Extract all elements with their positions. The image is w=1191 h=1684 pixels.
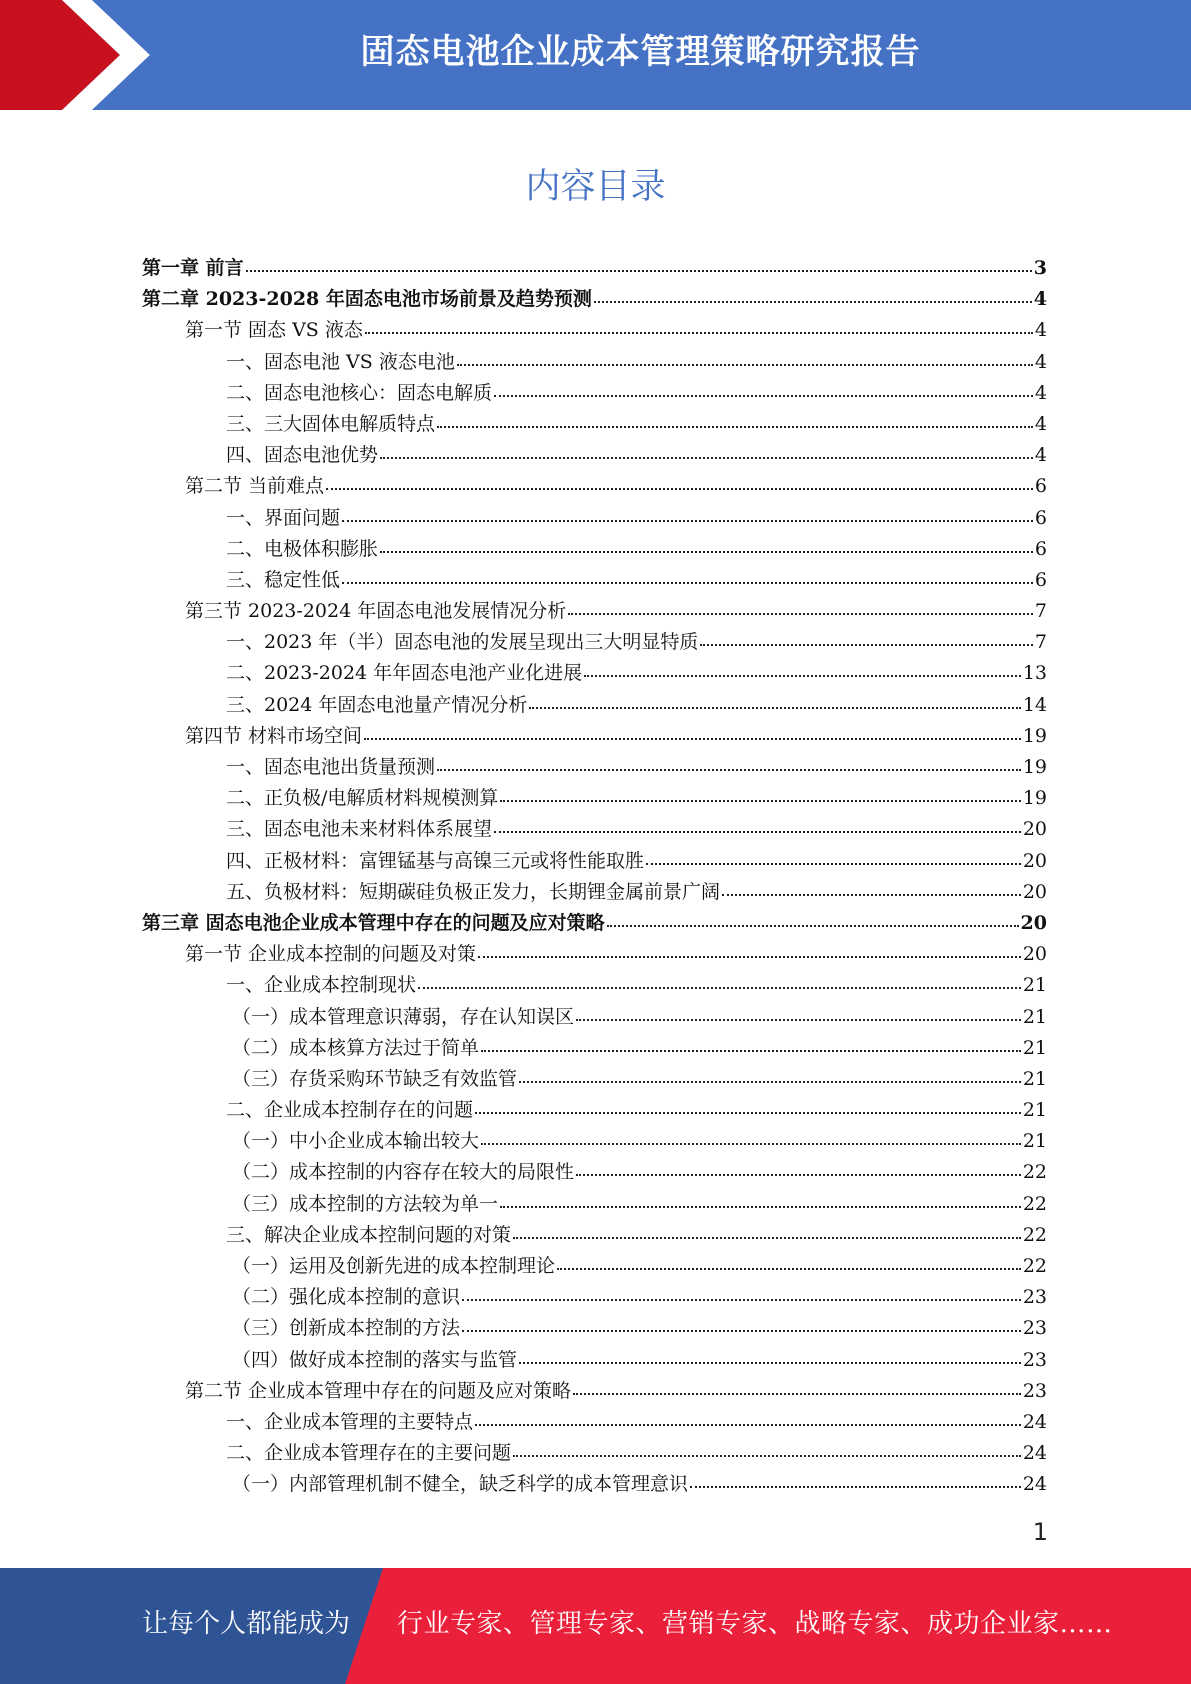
toc-entry-title: 第一节 企业成本控制的问题及对策 xyxy=(185,943,477,966)
toc-entry[interactable] xyxy=(142,1376,1047,1407)
toc-entry-title: 三、2024 年固态电池量产情况分析 xyxy=(226,693,528,716)
toc-entry-page: 20 xyxy=(1020,911,1047,934)
toc-entry-page: 24 xyxy=(1022,1410,1047,1433)
toc-entry[interactable] xyxy=(142,1095,1047,1126)
toc-entry-page: 21 xyxy=(1022,1036,1047,1059)
toc-dot-leader xyxy=(475,1423,1021,1426)
toc-entry-page: 6 xyxy=(1034,506,1047,529)
toc-entry-page: 6 xyxy=(1034,475,1047,498)
toc-entry-page: 6 xyxy=(1034,537,1047,560)
footer-slogan-left: 让每个人都能成为 xyxy=(142,1609,351,1639)
toc-entry-title: （三）成本控制的方法较为单一 xyxy=(232,1192,499,1215)
toc-entry[interactable] xyxy=(142,534,1047,565)
toc-entry-page: 21 xyxy=(1022,1099,1047,1122)
toc-entry[interactable] xyxy=(142,1126,1047,1157)
toc-entry[interactable] xyxy=(142,1251,1047,1282)
toc-entry-title: 一、固态电池出货量预测 xyxy=(226,756,436,778)
toc-dot-leader xyxy=(481,1049,1021,1052)
toc-entry-page: 7 xyxy=(1034,631,1047,654)
toc-dot-leader xyxy=(418,986,1021,989)
toc-entry-title: 三、稳定性低 xyxy=(226,568,341,591)
toc-dot-leader xyxy=(513,1236,1021,1239)
report-title: 固态电池企业成本管理策略研究报告 xyxy=(360,32,921,72)
toc-entry-page: 20 xyxy=(1022,849,1047,872)
toc-dot-leader xyxy=(576,1173,1021,1176)
table-of-contents xyxy=(142,253,1047,1501)
toc-entry[interactable] xyxy=(142,1313,1047,1344)
toc-entry[interactable] xyxy=(142,1282,1047,1313)
toc-entry[interactable] xyxy=(142,721,1047,752)
toc-entry-title: （一）内部管理机制不健全，缺乏科学的成本管理意识 xyxy=(232,1473,689,1496)
toc-entry[interactable] xyxy=(142,658,1047,689)
toc-entry[interactable] xyxy=(142,1407,1047,1438)
toc-entry[interactable] xyxy=(142,378,1047,409)
toc-entry[interactable] xyxy=(142,503,1047,534)
toc-dot-leader xyxy=(365,331,1033,334)
toc-entry-title: （一）中小企业成本输出较大 xyxy=(232,1130,480,1153)
toc-entry-page: 23 xyxy=(1022,1286,1047,1309)
toc-entry-page: 22 xyxy=(1022,1255,1047,1277)
toc-dot-leader xyxy=(462,1298,1021,1301)
toc-entry[interactable] xyxy=(142,877,1047,908)
toc-entry-title: 第一章 前言 xyxy=(142,257,244,279)
toc-dot-leader xyxy=(594,300,1032,303)
toc-entry-title: 二、电极体积膨胀 xyxy=(226,537,379,560)
toc-dot-leader xyxy=(529,706,1020,709)
toc-entry-page: 3 xyxy=(1033,257,1047,279)
toc-entry-page: 4 xyxy=(1033,288,1047,311)
toc-entry-page: 19 xyxy=(1022,756,1047,778)
toc-entry-title: （三）存货采购环节缺乏有效监管 xyxy=(232,1067,518,1090)
toc-entry[interactable] xyxy=(142,783,1047,814)
toc-entry-page: 22 xyxy=(1022,1192,1047,1215)
toc-entry[interactable] xyxy=(142,1438,1047,1469)
toc-entry-page: 4 xyxy=(1034,319,1047,342)
toc-entry[interactable] xyxy=(142,565,1047,596)
toc-entry-title: （二）成本控制的内容存在较大的局限性 xyxy=(232,1161,575,1184)
toc-entry-page: 19 xyxy=(1022,787,1047,810)
toc-dot-leader xyxy=(573,1392,1021,1395)
toc-entry-title: 一、企业成本控制现状 xyxy=(226,974,417,997)
toc-dot-leader xyxy=(478,955,1021,958)
toc-entry-page: 7 xyxy=(1034,600,1047,623)
toc-entry-page: 24 xyxy=(1022,1442,1047,1465)
toc-dot-leader xyxy=(326,487,1033,490)
toc-entry[interactable] xyxy=(142,284,1047,315)
toc-entry-title: （四）做好成本控制的落实与监管 xyxy=(232,1348,518,1371)
toc-dot-leader xyxy=(519,1080,1021,1083)
toc-entry-title: 二、企业成本管理存在的主要问题 xyxy=(226,1442,512,1465)
toc-entry-page: 19 xyxy=(1022,724,1047,747)
toc-entry[interactable] xyxy=(142,409,1047,440)
toc-dot-leader xyxy=(500,1205,1021,1208)
toc-entry[interactable] xyxy=(142,315,1047,346)
toc-entry-page: 20 xyxy=(1022,943,1047,966)
toc-entry[interactable] xyxy=(142,471,1047,502)
toc-entry-page: 21 xyxy=(1022,974,1047,997)
toc-dot-leader xyxy=(462,1329,1021,1332)
toc-dot-leader xyxy=(457,363,1033,366)
toc-dot-leader xyxy=(481,1142,1021,1145)
toc-entry-page: 4 xyxy=(1034,412,1047,435)
toc-entry-title: 一、界面问题 xyxy=(226,506,341,529)
toc-entry-title: 第二节 企业成本管理中存在的问题及应对策略 xyxy=(185,1379,572,1402)
toc-entry[interactable] xyxy=(142,690,1047,721)
toc-entry-page: 21 xyxy=(1022,1130,1047,1153)
toc-entry[interactable] xyxy=(142,908,1047,939)
toc-dot-leader xyxy=(437,425,1033,428)
toc-entry-page: 21 xyxy=(1022,1067,1047,1090)
toc-entry-title: 第四节 材料市场空间 xyxy=(185,724,363,747)
toc-entry-title: 四、正极材料：富锂锰基与高镍三元或将性能取胜 xyxy=(226,849,645,872)
toc-entry-page: 23 xyxy=(1022,1379,1047,1402)
toc-entry[interactable] xyxy=(142,1002,1047,1033)
toc-entry-title: （一）成本管理意识薄弱，存在认知误区 xyxy=(232,1005,575,1028)
toc-dot-leader xyxy=(494,830,1021,833)
toc-entry-page: 4 xyxy=(1034,444,1047,467)
toc-entry-title: 三、三大固体电解质特点 xyxy=(226,412,436,435)
toc-dot-leader xyxy=(690,1485,1021,1488)
toc-entry-page: 20 xyxy=(1022,880,1047,903)
toc-dot-leader xyxy=(494,394,1033,397)
toc-dot-leader xyxy=(475,1111,1021,1114)
toc-entry[interactable] xyxy=(142,1157,1047,1188)
toc-dot-leader xyxy=(246,269,1032,272)
toc-entry-title: 三、固态电池未来材料体系展望 xyxy=(226,818,493,841)
toc-entry[interactable] xyxy=(142,970,1047,1001)
toc-dot-leader xyxy=(500,799,1020,802)
toc-entry[interactable] xyxy=(142,846,1047,877)
toc-entry-title: 二、正负极/电解质材料规模测算 xyxy=(226,787,499,810)
toc-dot-leader xyxy=(584,674,1021,677)
toc-entry[interactable] xyxy=(142,752,1047,783)
toc-entry[interactable] xyxy=(142,1033,1047,1064)
toc-entry[interactable] xyxy=(142,1345,1047,1376)
toc-dot-leader xyxy=(519,1361,1021,1364)
toc-entry-title: 一、固态电池 VS 液态电池 xyxy=(226,350,455,373)
toc-entry-title: （二）强化成本控制的意识 xyxy=(232,1286,461,1309)
toc-dot-leader xyxy=(576,1018,1021,1021)
toc-entry-title: 三、解决企业成本控制问题的对策 xyxy=(226,1223,512,1246)
toc-entry-page: 23 xyxy=(1022,1348,1047,1371)
page-number: 1 xyxy=(1032,1518,1048,1546)
toc-entry[interactable] xyxy=(142,1189,1047,1220)
toc-entry[interactable] xyxy=(142,1469,1047,1500)
toc-entry-title: 二、企业成本控制存在的问题 xyxy=(226,1099,474,1122)
toc-dot-leader xyxy=(380,456,1033,459)
toc-entry-title: （三）创新成本控制的方法 xyxy=(232,1317,461,1340)
toc-entry-page: 6 xyxy=(1034,568,1047,591)
toc-heading: 内容目录 xyxy=(525,167,666,207)
toc-entry-page: 13 xyxy=(1022,662,1047,685)
toc-dot-leader xyxy=(342,519,1033,522)
toc-entry-page: 20 xyxy=(1022,818,1047,841)
toc-entry-page: 22 xyxy=(1022,1223,1047,1246)
footer-slogan-right: 行业专家、管理专家、营销专家、战略专家、成功企业家…… xyxy=(397,1609,1113,1639)
toc-entry-page: 4 xyxy=(1034,381,1047,404)
toc-dot-leader xyxy=(342,581,1033,584)
toc-entry-title: 四、固态电池优势 xyxy=(226,444,379,467)
toc-dot-leader xyxy=(557,1267,1021,1270)
toc-entry[interactable] xyxy=(142,1064,1047,1095)
toc-dot-leader xyxy=(437,768,1021,771)
toc-entry-page: 22 xyxy=(1022,1161,1047,1184)
toc-entry-page: 4 xyxy=(1034,350,1047,373)
toc-dot-leader xyxy=(568,612,1033,615)
toc-entry-title: 一、2023 年（半）固态电池的发展呈现出三大明显特质 xyxy=(226,631,699,654)
toc-entry[interactable] xyxy=(142,939,1047,970)
toc-entry-title: （二）成本核算方法过于简单 xyxy=(232,1036,480,1059)
toc-dot-leader xyxy=(700,643,1033,646)
toc-entry[interactable] xyxy=(142,347,1047,378)
toc-entry-title: 五、负极材料：短期碳硅负极正发力，长期锂金属前景广阔 xyxy=(226,880,721,903)
toc-entry-title: （一）运用及创新先进的成本控制理论 xyxy=(232,1255,556,1277)
toc-entry-title: 二、2023-2024 年年固态电池产业化进展 xyxy=(226,662,583,685)
toc-dot-leader xyxy=(646,862,1021,865)
toc-dot-leader xyxy=(607,924,1019,927)
toc-entry-title: 第三节 2023-2024 年固态电池发展情况分析 xyxy=(185,600,567,623)
toc-entry[interactable] xyxy=(142,440,1047,471)
toc-entry-page: 24 xyxy=(1022,1473,1047,1496)
toc-entry-page: 23 xyxy=(1022,1317,1047,1340)
header-banner xyxy=(0,0,1191,110)
toc-entry[interactable] xyxy=(142,596,1047,627)
toc-dot-leader xyxy=(513,1454,1021,1457)
toc-entry[interactable] xyxy=(142,627,1047,658)
toc-entry[interactable] xyxy=(142,1220,1047,1251)
toc-entry-title: 第三章 固态电池企业成本管理中存在的问题及应对策略 xyxy=(142,911,605,934)
toc-entry-title: 第二节 当前难点 xyxy=(185,475,325,498)
footer-banner xyxy=(0,1568,1191,1684)
toc-dot-leader xyxy=(364,737,1021,740)
toc-entry-title: 第一节 固态 VS 液态 xyxy=(185,319,363,342)
toc-entry[interactable] xyxy=(142,253,1047,284)
toc-entry-title: 一、企业成本管理的主要特点 xyxy=(226,1410,474,1433)
toc-entry-page: 14 xyxy=(1022,693,1047,716)
toc-dot-leader xyxy=(722,893,1021,896)
toc-entry-title: 第二章 2023-2028 年固态电池市场前景及趋势预测 xyxy=(142,288,592,311)
toc-entry-page: 21 xyxy=(1022,1005,1047,1028)
toc-entry[interactable] xyxy=(142,814,1047,845)
toc-entry-title: 二、固态电池核心：固态电解质 xyxy=(226,381,493,404)
toc-dot-leader xyxy=(380,550,1033,553)
